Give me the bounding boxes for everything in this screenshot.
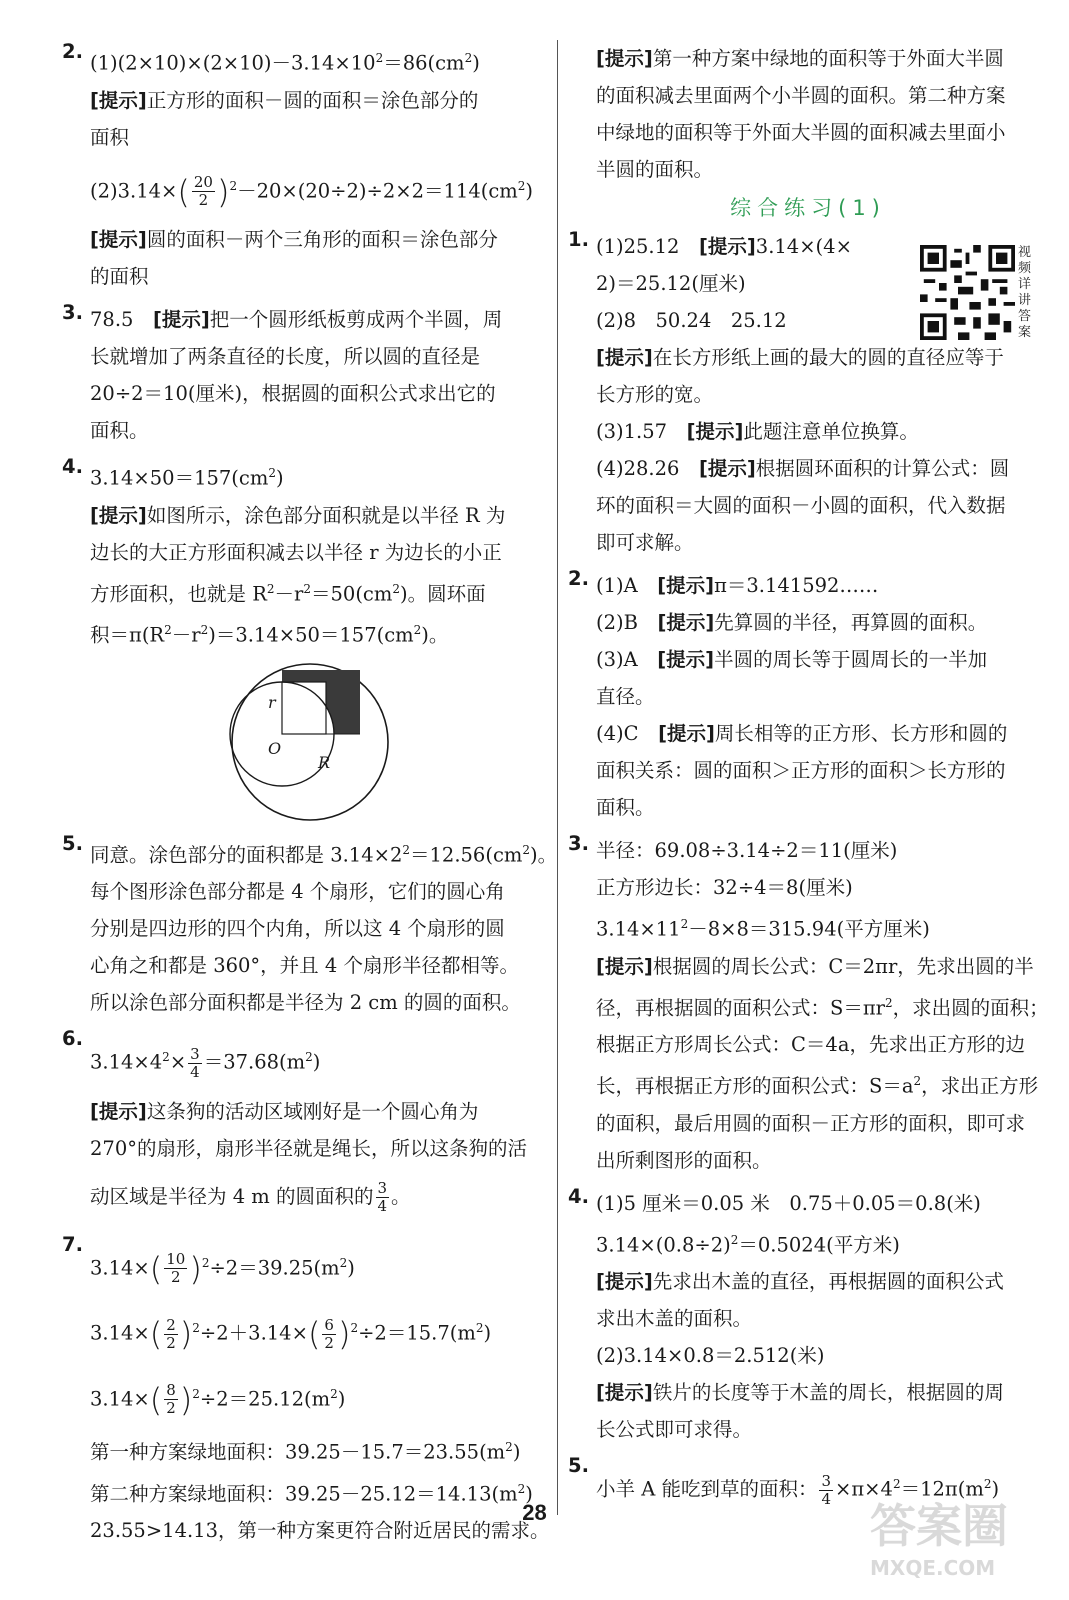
- hint-line: 动区域是半径为 4 m 的圆面积的 $\frac{3}{4}$ 。: [90, 1178, 411, 1215]
- question-7-hint: [568, 40, 1048, 188]
- answer-line: 3.14×( $\frac{10}{2}$ )$^2\div 2=39.25(m^2)$: [90, 1249, 355, 1288]
- hint-line: [提示]第一种方案中绿地的面积等于外面大半圆: [596, 47, 1004, 70]
- answer-line: (4)28.26 [提示]根据圆环面积的计算公式：圆: [596, 457, 1010, 480]
- fraction: $\frac{8}{2}$: [166, 1381, 176, 1417]
- answer-line: 半径：69.08÷3.14÷2＝11(厘米): [596, 839, 898, 862]
- hint-label: [提示]: [698, 235, 756, 258]
- answer-line: (2)B [提示]先算圆的半径，再算圆的面积。: [596, 611, 988, 634]
- label-R: R: [318, 752, 331, 772]
- watermark: [870, 1490, 1050, 1590]
- answer-line: (2)8 50.24 25.12: [596, 309, 787, 332]
- answer-line: 第一种方案绿地面积：$39.25-15.7=23.55(m^2)$: [90, 1440, 521, 1464]
- hint-line: 出所剩图形的面积。: [596, 1148, 772, 1172]
- hint-line: 270°的扇形，扇形半径就是绳长，所以这条狗的活: [90, 1136, 527, 1160]
- fraction: $\frac{3}{4}$: [377, 1178, 388, 1215]
- hint-line: 方形面积，也就是 $R^2-r^2=50(cm^2)$。圆环面: [90, 581, 486, 605]
- hint-line: 环的面积＝大圆的面积－小圆的面积，代入数据: [596, 494, 1006, 517]
- hint-line: 面积关系：圆的面积＞正方形的面积＞长方形的: [596, 759, 1006, 782]
- hint-line: 20÷2＝10(厘米)，根据圆的面积公式求出它的: [90, 382, 496, 405]
- question-2: [62, 40, 552, 295]
- hint-line: 的面积，最后用圆的面积－正方形的面积，即可求: [596, 1111, 1026, 1135]
- hint-label: [提示]: [90, 503, 147, 527]
- hint-line: [提示]这条狗的活动区域刚好是一个圆心角为: [90, 1099, 479, 1123]
- question-number: 1.: [568, 228, 589, 251]
- answer-line: 同意。涂色部分的面积都是 $3.14\times 2^2=12.56(cm^2)$。: [90, 842, 558, 866]
- hint-label: [提示]: [152, 308, 210, 331]
- hint-label: [提示]: [657, 611, 715, 634]
- qr-label: 视频详讲答案: [1018, 245, 1032, 340]
- question-4-right: [568, 1185, 1048, 1449]
- label-O: O: [268, 738, 282, 758]
- hint-line: 边长的大正方形面积减去以半径 r 为边长的小正: [90, 540, 502, 564]
- question-number: 2.: [568, 567, 589, 590]
- answer-line: 23.55>14.13，第一种方案更符合附近居民的需求。: [90, 1519, 550, 1542]
- hint-line: 的面积减去里面两个小半圆的面积。第二种方案: [596, 84, 1006, 107]
- column-divider: [557, 40, 558, 1515]
- answer-line: (2)3.14×0.8＝2.512(米): [596, 1344, 825, 1367]
- hint-line: 长公式即可求得。: [596, 1418, 753, 1441]
- fraction: $\frac{10}{2}$: [166, 1250, 186, 1286]
- hint-line: 长，再根据正方形的面积公式：$S=a^2$，求出正方形: [596, 1074, 1039, 1098]
- page-number: 28: [522, 1500, 547, 1525]
- question-2-right: [568, 567, 1048, 826]
- question-number: 2.: [62, 40, 83, 63]
- hint-label: [提示]: [658, 722, 715, 745]
- question-number: 4.: [62, 455, 83, 478]
- hint-label: [提示]: [90, 88, 147, 112]
- hint-label: [提示]: [657, 648, 715, 671]
- answer-line: (4)C [提示]周长相等的正方形、长方形和圆的: [596, 722, 1008, 745]
- question-number: 5.: [62, 831, 83, 855]
- answer-line: $3.14\times 11^2-8\times 8=315.94$(平方厘米): [596, 917, 930, 941]
- hint-label: [提示]: [90, 228, 147, 251]
- answer-line: 第二种方案绿地面积：$39.25-25.12=14.13(m^2)$: [90, 1481, 533, 1505]
- annulus-figure: [210, 662, 410, 822]
- hint-label: [提示]: [596, 954, 653, 978]
- question-number: 3.: [62, 301, 83, 324]
- fraction: $\frac{3}{4}$: [821, 1471, 832, 1508]
- small-square: [282, 682, 326, 734]
- hint-line: [提示]如图所示，涂色部分面积就是以半径 R 为: [90, 503, 506, 527]
- hint-line: 长方形的宽。: [596, 383, 714, 406]
- fraction: $\frac{2}{2}$: [166, 1315, 176, 1352]
- left-column: [62, 40, 558, 1549]
- answer-line: 心角之和都是 360°，并且 4 个扇形半径都相等。: [90, 954, 519, 977]
- hint-label: [提示]: [596, 346, 653, 369]
- answer-line: 所以涂色部分面积都是半径为 2 cm 的圆的面积。: [90, 991, 521, 1014]
- answer-line: (2)3.14×( $\frac{20}{2}$ )$^2-20\times(20\div 2)\div 2\times 2=114(cm^2)$: [90, 172, 533, 211]
- question-number: 3.: [568, 832, 589, 855]
- question-6: [62, 1027, 552, 1227]
- answer-line: (1)25.12 [提示]3.14×(4×: [596, 235, 852, 258]
- hint-line: 即可求解。: [596, 531, 694, 554]
- answer-line: 3.14×( $\frac{2}{2}$ )$^2$÷2＋3.14×( $\frac{6}{2}$ )$^2\div 2=15.7(m^2)$: [90, 1315, 492, 1353]
- watermark-logo: 答案圈: [870, 1499, 1008, 1553]
- answer-line: $3.14\times 50=157(cm^2)$: [90, 466, 284, 490]
- answer-line: 每个图形涂色部分都是 4 个扇形，它们的圆心角: [90, 880, 505, 903]
- hint-label: [提示]: [698, 457, 756, 480]
- hint-line: [提示]圆的面积－两个三角形的面积＝涂色部分: [90, 228, 498, 251]
- hint-line: 直径。: [596, 685, 655, 708]
- hint-label: [提示]: [596, 1381, 653, 1404]
- answer-line: $(1)(2\times 10)\times(2\times 10)-3.14\times 10^2=86(cm^2)$: [90, 51, 480, 75]
- answer-line: 分别是四边形的四个内角，所以这 4 个扇形的圆: [90, 917, 505, 940]
- hint-line: 半圆的面积。: [596, 158, 714, 181]
- hint-line: 径，再根据圆的面积公式：$S=\pi r^2$，求出圆的面积；: [596, 995, 1049, 1019]
- answer-line: (3)1.57 [提示]此题注意单位换算。: [596, 420, 919, 443]
- section-title: 综合练习(1): [730, 196, 886, 220]
- question-3-right: [568, 832, 1048, 1179]
- hint-line: [提示]正方形的面积－圆的面积＝涂色部分的: [90, 88, 479, 112]
- question-number: 6.: [62, 1027, 83, 1050]
- hint-label: [提示]: [686, 420, 744, 443]
- fraction: $\frac{3}{4}$: [190, 1044, 200, 1081]
- hint-label: [提示]: [657, 574, 715, 597]
- fraction: $\frac{20}{2}$: [193, 173, 213, 209]
- qr-code-icon[interactable]: [920, 245, 1015, 340]
- hint-line: [提示]在长方形纸上画的最大的圆的直径应等于: [596, 346, 1004, 369]
- hint-line: 面积。: [596, 796, 655, 819]
- hint-line: [提示]先求出木盖的直径，再根据圆的面积公式: [596, 1270, 1004, 1293]
- hint-line: [提示]铁片的长度等于木盖的周长，根据圆的周: [596, 1381, 1004, 1404]
- answer-line: (3)A [提示]半圆的周长等于圆周长的一半加: [596, 648, 988, 671]
- answer-line: 3.14×( $\frac{8}{2}$ )$^2\div 2=25.12(m^2)$: [90, 1380, 346, 1419]
- hint-label: [提示]: [596, 1270, 653, 1293]
- hint-line: 中绿地的面积等于外面大半圆的面积减去里面小: [596, 121, 1006, 144]
- answer-line: $3.14\times(0.8\div 2)^2=0.5024$(平方米): [596, 1232, 900, 1256]
- question-7: [62, 1233, 552, 1430]
- hint-line: 求出木盖的面积。: [596, 1307, 753, 1330]
- question-number: 5.: [568, 1454, 589, 1477]
- answer-line: 78.5 [提示]把一个圆形纸板剪成两个半圆，周: [90, 308, 503, 331]
- hint-line: 的面积: [90, 265, 149, 288]
- answer-line: 2)＝25.12(厘米): [596, 272, 746, 295]
- hint-line: 根据正方形周长公式：C＝4a，先求出正方形的边: [596, 1033, 1025, 1056]
- answer-line: 正方形边长：32÷4＝8(厘米): [596, 876, 853, 899]
- answer-line: $3.14\times 4^2\times$ $\frac{3}{4}$ $=37.68(m^2)$: [90, 1044, 321, 1081]
- hint-line: [提示]根据圆的周长公式：C＝2πr，先求出圆的半: [596, 954, 1034, 978]
- watermark-site: MXQE.COM: [870, 1556, 996, 1580]
- question-3: [62, 301, 552, 449]
- hint-label: [提示]: [596, 47, 653, 70]
- hint-line: 面积。: [90, 419, 149, 442]
- question-number: 4.: [568, 1184, 589, 1208]
- question-number: 7.: [62, 1232, 83, 1256]
- question-5: [62, 831, 558, 1022]
- label-r: r: [268, 692, 276, 712]
- answer-line: 小羊 A 能吃到草的面积： $\frac{3}{4}$ $\times\pi\times 4^2=12\pi(m^2)$: [596, 1471, 1000, 1508]
- question-4: [62, 455, 552, 822]
- hint-line: 积$=\pi(R^2-r^2)=3.14\times 50=157(cm^2)$。: [90, 623, 449, 647]
- answer-line: (1)A [提示]π＝3.141592……: [596, 574, 879, 597]
- hint-label: [提示]: [90, 1099, 147, 1123]
- answer-line: (1)5 厘米＝0.05 米 0.75＋0.05＝0.8(米): [596, 1191, 981, 1215]
- hint-line: 长就增加了两条直径的长度，所以圆的直径是: [90, 345, 481, 368]
- fraction: $\frac{6}{2}$: [324, 1315, 334, 1352]
- hint-line: 面积: [90, 125, 130, 149]
